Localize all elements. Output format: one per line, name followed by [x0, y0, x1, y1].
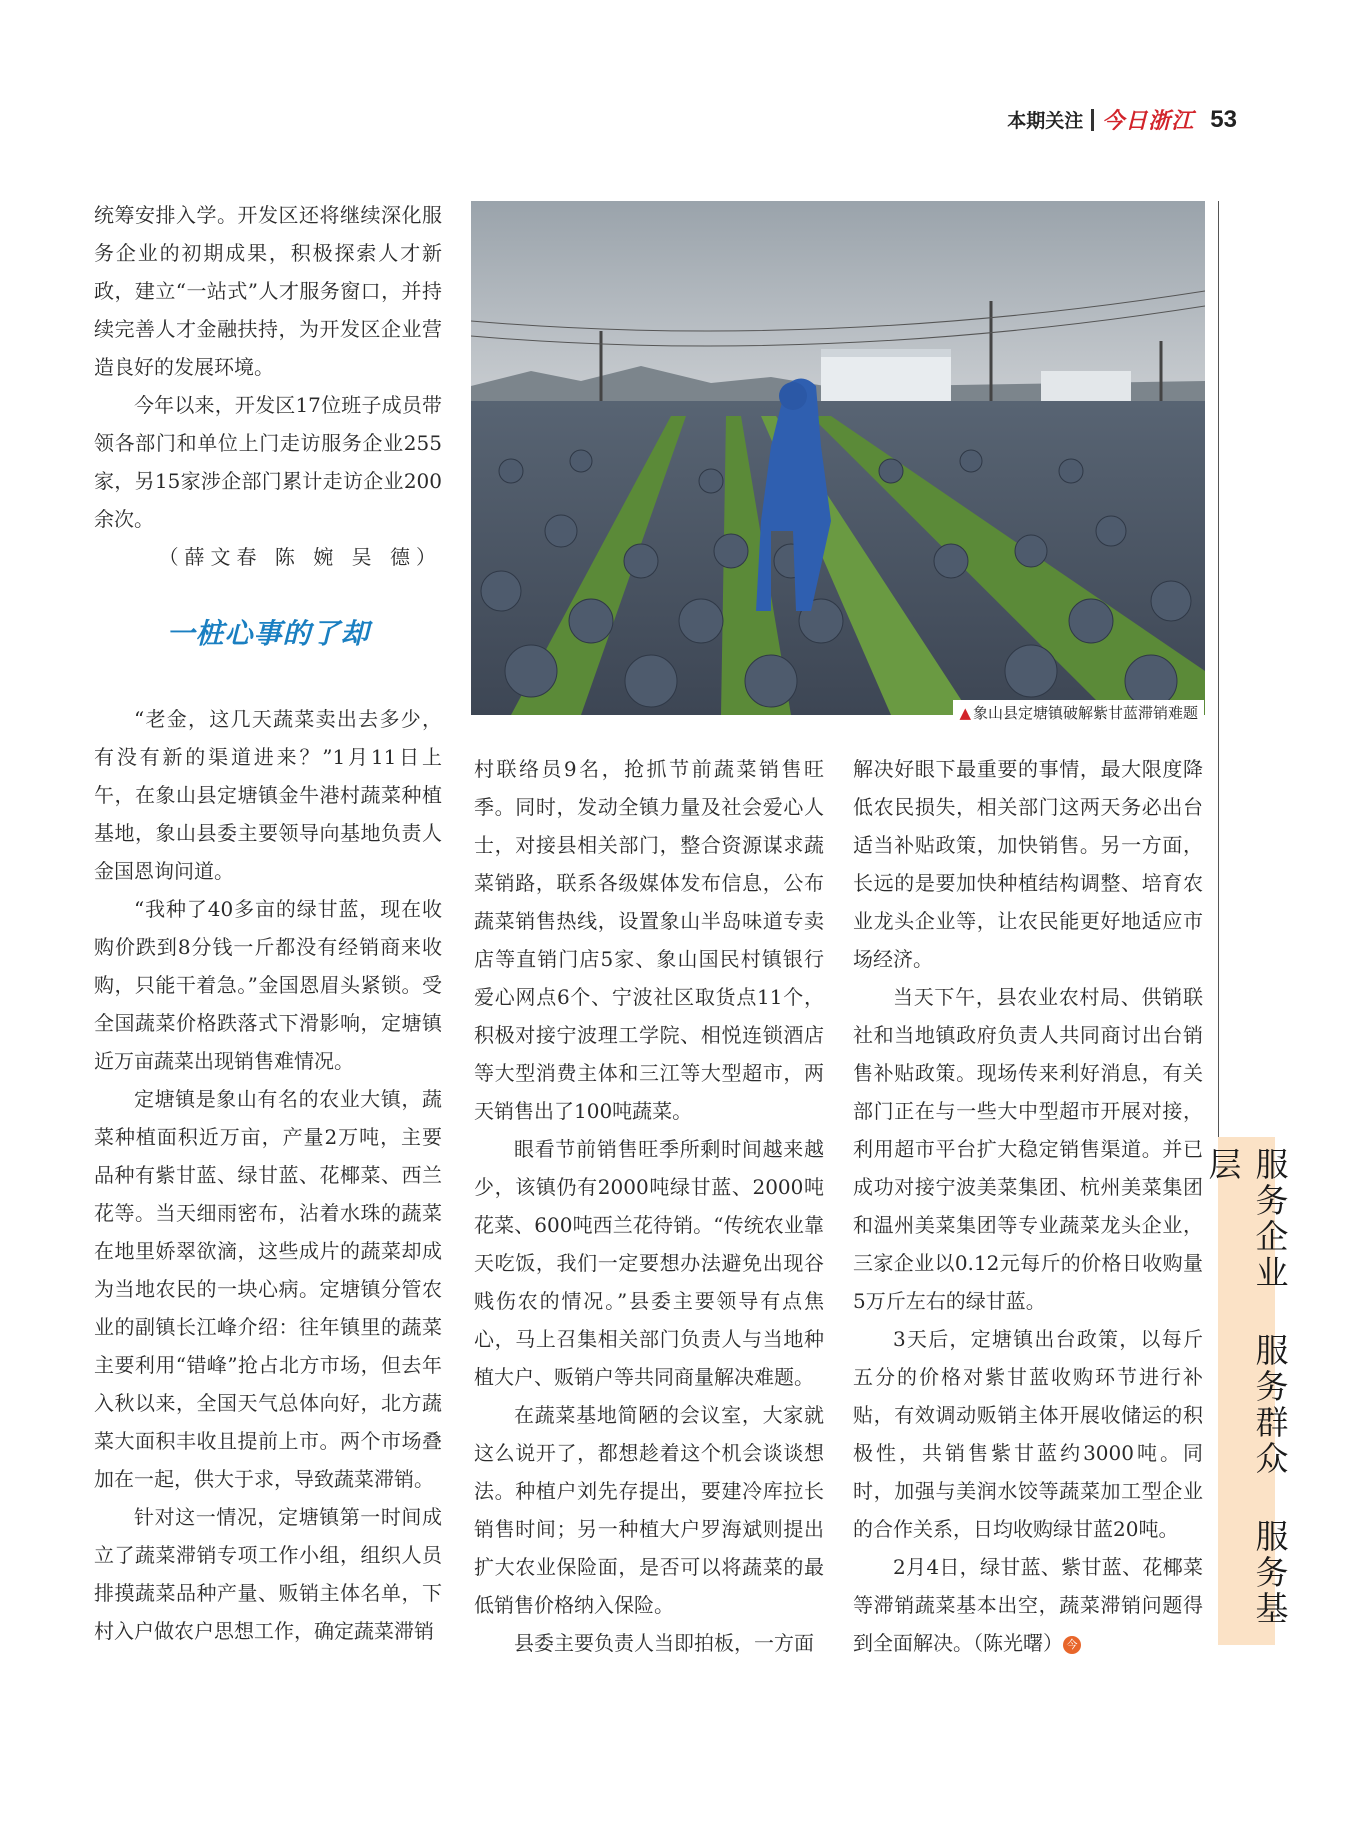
- paragraph: “我种了40多亩的绿甘蓝，现在收购价跌到8分钱一斤都没有经销商来收购，只能干着急。”金国恩眉头紧锁。受全国蔬菜价格跌落式下滑影响，定塘镇近万亩蔬菜出现销售难情况。: [94, 897, 442, 1073]
- paragraph: 统筹安排入学。开发区还将继续深化服务企业的初期成果，积极探索人才新政，建立“一站式”人才服务窗口，并持续完善人才金融扶持，为开发区企业营造良好的发展环境。: [94, 203, 442, 379]
- paragraph: 定塘镇是象山有名的农业大镇，蔬菜种植面积近万亩，产量2万吨，主要品种有紫甘蓝、绿甘蓝、花椰菜、西兰花等。当天细雨密布，沾着水珠的蔬菜在地里娇翠欲滴，这些成片的蔬菜却成为当地农民的一块心病。定塘镇分管农业的副镇长江峰介绍：往年镇里的蔬菜主要利用“错峰”抢占北方市场，但去年入秋以来，全国天气总体向好，北方蔬菜大面积丰收且提前上市。两个市场叠加在一起，供大于求，导致蔬菜滞销。: [94, 1087, 442, 1491]
- paragraph: 在蔬菜基地简陋的会议室，大家就这么说开了，都想趁着这个机会谈谈想法。种植户刘先存提出，要建冷库拉长销售时间；另一种植大户罗海斌则提出扩大农业保险面，是否可以将蔬菜的最低销售价格纳入保险。: [474, 1403, 824, 1617]
- column-1-bottom: [94, 700, 442, 1650]
- paragraph: 针对这一情况，定塘镇第一时间成立了蔬菜滞销专项工作小组，组织人员排摸蔬菜品种产量、贩销主体名单，下村入户做农户思想工作，确定蔬菜滞销: [94, 1505, 442, 1643]
- paragraph: 3天后，定塘镇出台政策，以每斤五分的价格对紫甘蓝收购环节进行补贴，有效调动贩销主体开展收储运的积极性，共销售紫甘蓝约3000吨。同时，加强与美润水饺等蔬菜加工型企业的合作关系，日均收购绿甘蓝20吨。: [853, 1327, 1203, 1541]
- sidebar-rule: [1218, 201, 1219, 1137]
- caption-text: 象山县定塘镇破解紫甘蓝滞销难题: [972, 704, 1198, 722]
- header-divider: [1091, 109, 1094, 131]
- paragraph: 当天下午，县农业农村局、供销联社和当地镇政府负责人共同商讨出台销售补贴政策。现场传来利好消息，有关部门正在与一些大中型超市开展对接，利用超市平台扩大稳定销售渠道。并已成功对接宁波美菜集团、杭州美菜集团和温州美菜集团等专业蔬菜龙头企业，三家企业以0.12元每斤的价格日收购量5万斤左右的绿甘蓝。: [853, 985, 1203, 1313]
- paragraph: “老金，这几天蔬菜卖出去多少，有没有新的渠道进来？”1月11日上午，在象山县定塘镇金牛港村蔬菜种植基地，象山县委主要领导向基地负责人金国恩询问道。: [94, 707, 442, 883]
- column-1-top: [94, 196, 442, 576]
- section-label: 本期关注: [1007, 110, 1084, 132]
- byline: （薛文春 陈 婉 吴 德）: [158, 545, 442, 569]
- column-2: [474, 750, 824, 1662]
- article-subheading: 一桩心事的了却: [166, 617, 370, 650]
- paragraph-text: 2月4日，绿甘蓝、紫甘蓝、花椰菜等滞销蔬菜基本出空，蔬菜滞销问题得到全面解决。（陈光曙）: [853, 1555, 1203, 1655]
- caption-triangle-icon: ▲: [959, 704, 971, 722]
- cabbage-field-photo: [471, 201, 1205, 715]
- paragraph: 村联络员9名，抢抓节前蔬菜销售旺季。同时，发动全镇力量及社会爱心人士，对接县相关部门，整合资源谋求蔬菜销路，联系各级媒体发布信息，公布蔬菜销售热线，设置象山半岛味道专卖店等直销门店5家、象山国民村镇银行爱心网点6个、宁波社区取货点11个，积极对接宁波理工学院、相悦连锁酒店等大型消费主体和三江等大型超市，两天销售出了100吨蔬菜。: [474, 757, 824, 1123]
- paragraph-final: [853, 1548, 1203, 1662]
- sidebar-slogan: 服务企业 服务群众 服务基层: [1203, 1147, 1290, 1627]
- paragraph: 县委主要负责人当即拍板，一方面: [514, 1631, 814, 1655]
- page-number: 53: [1210, 105, 1237, 133]
- photo-caption: [953, 700, 1204, 725]
- column-3: [853, 750, 1203, 1662]
- sidebar-banner: [1203, 1137, 1290, 1645]
- magazine-logo: 今日浙江: [1102, 108, 1195, 134]
- paragraph: 眼看节前销售旺季所剩时间越来越少，该镇仍有2000吨绿甘蓝、2000吨花菜、600吨西兰花待销。“传统农业靠天吃饭，我们一定要想办法避免出现谷贱伤农的情况。”县委主要领导有点焦心，马上召集相关部门负责人与当地种植大户、贩销户等共同商量解决难题。: [474, 1137, 824, 1389]
- photo-illustration: [471, 201, 1205, 715]
- page-header: [1007, 104, 1237, 135]
- paragraph: 今年以来，开发区17位班子成员带领各部门和单位上门走访服务企业255家，另15家涉企部门累计走访企业200余次。: [94, 393, 442, 531]
- end-mark-icon: 今: [1063, 1636, 1081, 1654]
- paragraph: 解决好眼下最重要的事情，最大限度降低农民损失，相关部门这两天务必出台适当补贴政策，加快销售。另一方面，长远的是要加快种植结构调整、培育农业龙头企业等，让农民能更好地适应市场经济。: [853, 757, 1203, 971]
